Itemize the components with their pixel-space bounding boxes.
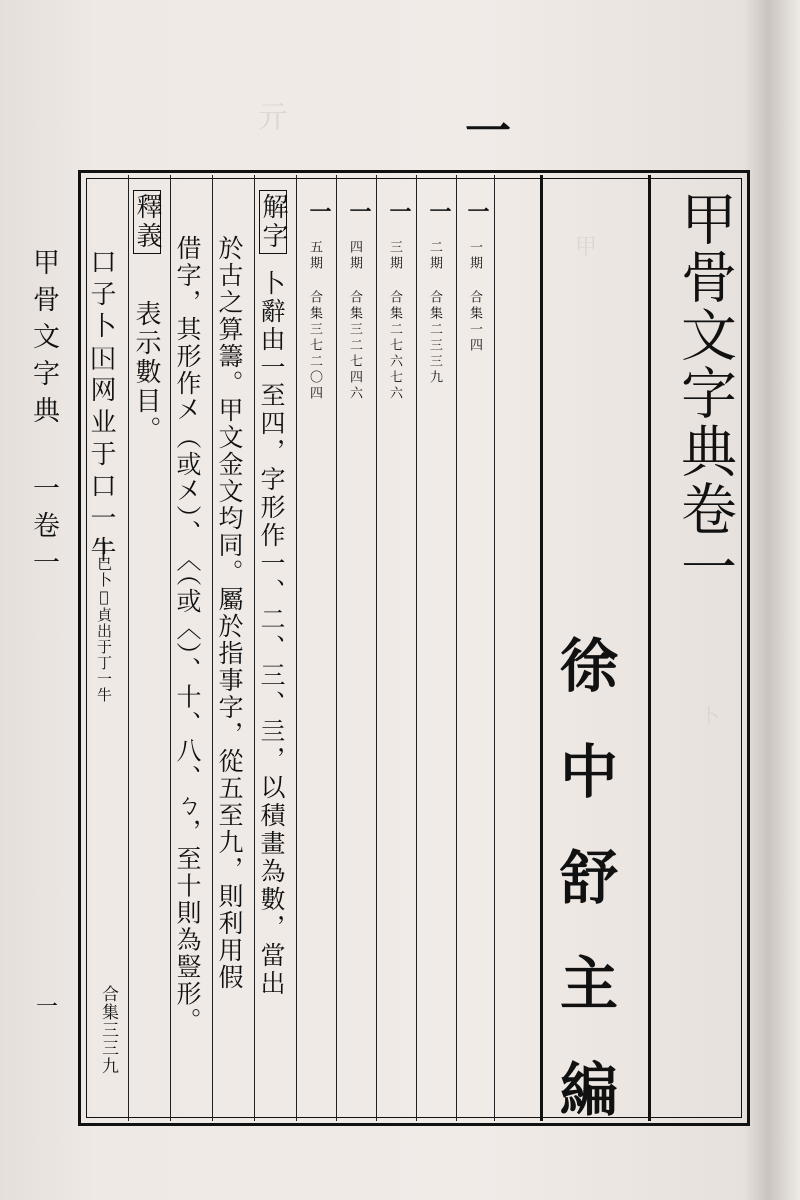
- column-rule: [416, 175, 417, 1121]
- column-rule: [376, 175, 377, 1121]
- page-header-char: 一: [465, 104, 511, 158]
- oracle-inscription: 口子卜𡆥网业于口一牛: [86, 248, 116, 568]
- column-rule: [296, 175, 297, 1121]
- meaning-tag-label: 釋義: [133, 190, 161, 254]
- oracle-transcription: 丁巳卜𡧊貞出于丁一牛: [95, 540, 113, 703]
- column-rule: [170, 175, 171, 1121]
- explanation-line: 卜辭由一至四，字形作一、二、三、亖，以積畫為數，當出: [257, 270, 286, 998]
- meaning-text: 表示數目。: [131, 300, 161, 445]
- column-rule: [254, 175, 255, 1121]
- column-rule: [212, 175, 213, 1121]
- period-ref: 四期 合集三二七四六: [347, 240, 362, 402]
- explanation-line: 借字，其形作㐅（或㐅）、︿（或︿）、十、八、ㄅ，至十則為豎形。: [173, 235, 202, 1035]
- period-mark: 一: [386, 200, 412, 222]
- ghost-show-through: 甲: [575, 235, 598, 260]
- column-rule: [336, 175, 337, 1121]
- column-rule: [494, 175, 495, 1121]
- ghost-show-through: 亓: [258, 100, 288, 135]
- column-rule: [456, 175, 457, 1121]
- editor-credit: 徐中舒主編: [550, 635, 618, 1165]
- column-rule: [540, 175, 543, 1121]
- side-page-number: 一: [36, 995, 59, 1020]
- period-mark: 一: [426, 200, 452, 222]
- side-running-title: 甲骨文字典 一卷一: [28, 248, 59, 585]
- period-mark: 一: [306, 200, 332, 222]
- explanation-tag-label: 解字: [259, 190, 287, 254]
- explanation-tag: [259, 190, 287, 254]
- period-ref: 二期 合集二三三九: [427, 240, 442, 386]
- column-rule: [648, 175, 651, 1121]
- source-reference: 合集三三九: [98, 985, 118, 1075]
- explanation-line: 於古之算籌。甲文金文均同。屬於指事字，從五至九，則利用假: [215, 235, 244, 991]
- period-mark: 一: [464, 200, 490, 222]
- ghost-show-through: 卜: [700, 704, 720, 728]
- column-rule: [128, 175, 129, 1121]
- book-title: 甲骨文字典卷一: [672, 190, 737, 596]
- period-ref: 一期 合集一四: [467, 240, 482, 354]
- period-ref: 三期 合集二七六七六: [387, 240, 402, 402]
- period-mark: 一: [346, 200, 372, 222]
- meaning-tag: [133, 190, 161, 254]
- period-ref: 五期 合集三七二〇四: [307, 240, 322, 402]
